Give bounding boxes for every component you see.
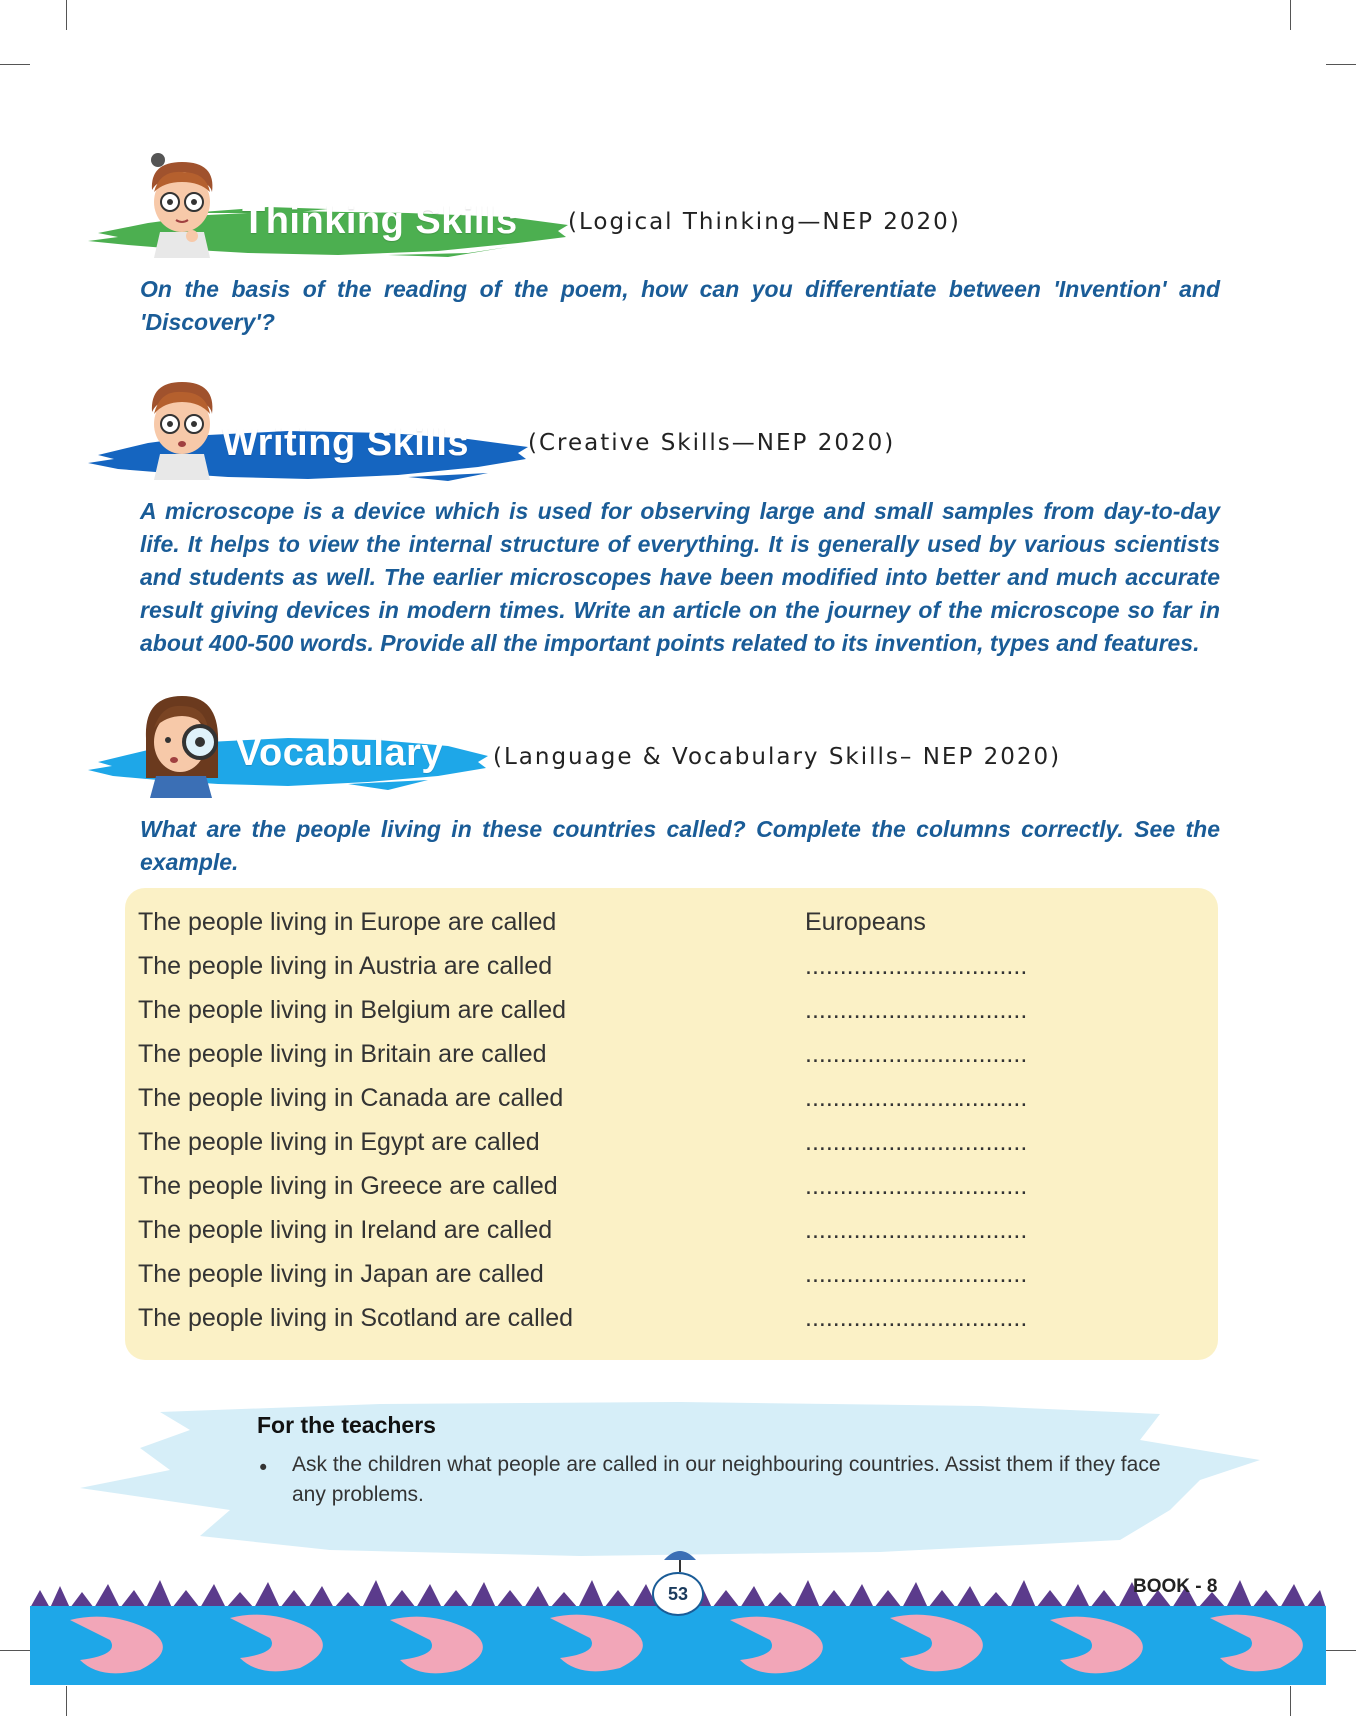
row-answer-blank[interactable]: ................................ xyxy=(805,1304,1028,1332)
row-question: The people living in Canada are called xyxy=(138,1084,564,1112)
row-question: The people living in Austria are called xyxy=(138,952,553,980)
book-label: BOOK - 8 xyxy=(1133,1576,1218,1597)
table-row xyxy=(138,996,1198,1040)
row-answer-blank[interactable]: ................................ xyxy=(805,996,1028,1024)
crop-mark xyxy=(66,1686,67,1716)
row-question: The people living in Egypt are called xyxy=(138,1128,540,1156)
row-answer-blank[interactable]: ................................ xyxy=(805,1128,1028,1156)
crop-mark xyxy=(0,64,30,65)
vocabulary-title: Vocabulary xyxy=(236,732,444,774)
thinking-boy-avatar-icon xyxy=(140,150,230,260)
vocabulary-table xyxy=(125,888,1218,1360)
row-question: The people living in Japan are called xyxy=(138,1260,544,1288)
thinking-question: On the basis of the reading of the poem, how can you differentiate between 'Invention' and 'Discovery'? xyxy=(140,276,1220,335)
row-answer-blank[interactable]: ................................ xyxy=(805,1260,1028,1288)
thinking-skills-title: Thinking Skills xyxy=(242,200,518,242)
row-answer-blank[interactable]: ................................ xyxy=(805,1172,1028,1200)
page-number: 53 xyxy=(652,1572,704,1616)
table-row xyxy=(138,1260,1198,1304)
row-answer: Europeans xyxy=(805,908,926,936)
writing-question: A microscope is a device which is used for observing large and small samples from day-to-day life. It helps to view the internal structure of everything. It is generally used by various scientists and students as well. The earlier microscopes have been modified into better and much accurate result giving devices in modern times. Write an article on the journey of the microscope so far in about 400-500 words. Provide all the important points related to its invention, types and features. xyxy=(140,498,1220,656)
table-row xyxy=(138,1084,1198,1128)
bullet-icon: • xyxy=(257,1456,270,1480)
umbrella-icon xyxy=(660,1542,700,1572)
table-row xyxy=(138,1040,1198,1084)
crop-mark xyxy=(1290,0,1291,30)
writing-boy-avatar-icon xyxy=(140,372,230,482)
table-row xyxy=(138,1172,1198,1216)
teachers-note xyxy=(80,1400,1260,1560)
row-question: The people living in Britain are called xyxy=(138,1040,547,1068)
thinking-skills-header xyxy=(0,150,1356,280)
table-row xyxy=(138,952,1198,996)
crop-mark xyxy=(1326,1650,1356,1651)
crop-mark xyxy=(0,1650,30,1651)
row-question: The people living in Belgium are called xyxy=(138,996,567,1024)
vocabulary-subtitle: (Language & Vocabulary Skills– NEP 2020) xyxy=(493,744,1062,770)
table-row xyxy=(138,1128,1198,1172)
thinking-skills-subtitle: (Logical Thinking—NEP 2020) xyxy=(568,209,961,235)
crop-mark xyxy=(1290,1686,1291,1716)
writing-skills-title: Writing Skills xyxy=(222,422,470,464)
table-row xyxy=(138,1304,1198,1348)
vocabulary-question: What are the people living in these countries called? Complete the columns correctly. See the example. xyxy=(140,816,1220,875)
teachers-text: Ask the children what people are called in our neighbouring countries. Assist them if they face any problems. xyxy=(292,1453,1161,1506)
row-answer-blank[interactable]: ................................ xyxy=(805,952,1028,980)
vocabulary-girl-avatar-icon xyxy=(140,688,230,798)
row-answer-blank[interactable]: ................................ xyxy=(805,1084,1028,1112)
table-row xyxy=(138,908,1198,952)
row-question: The people living in Europe are called xyxy=(138,908,557,936)
crop-mark xyxy=(1326,64,1356,65)
row-answer-blank[interactable]: ................................ xyxy=(805,1216,1028,1244)
writing-skills-subtitle: (Creative Skills—NEP 2020) xyxy=(528,430,896,456)
crop-mark xyxy=(66,0,67,30)
table-row xyxy=(138,1216,1198,1260)
row-question: The people living in Greece are called xyxy=(138,1172,558,1200)
row-answer-blank[interactable]: ................................ xyxy=(805,1040,1028,1068)
vocabulary-header xyxy=(0,688,1356,818)
teachers-title: For the teachers xyxy=(257,1412,436,1438)
row-question: The people living in Ireland are called xyxy=(138,1216,553,1244)
row-question: The people living in Scotland are called xyxy=(138,1304,573,1332)
writing-skills-header xyxy=(0,372,1356,502)
